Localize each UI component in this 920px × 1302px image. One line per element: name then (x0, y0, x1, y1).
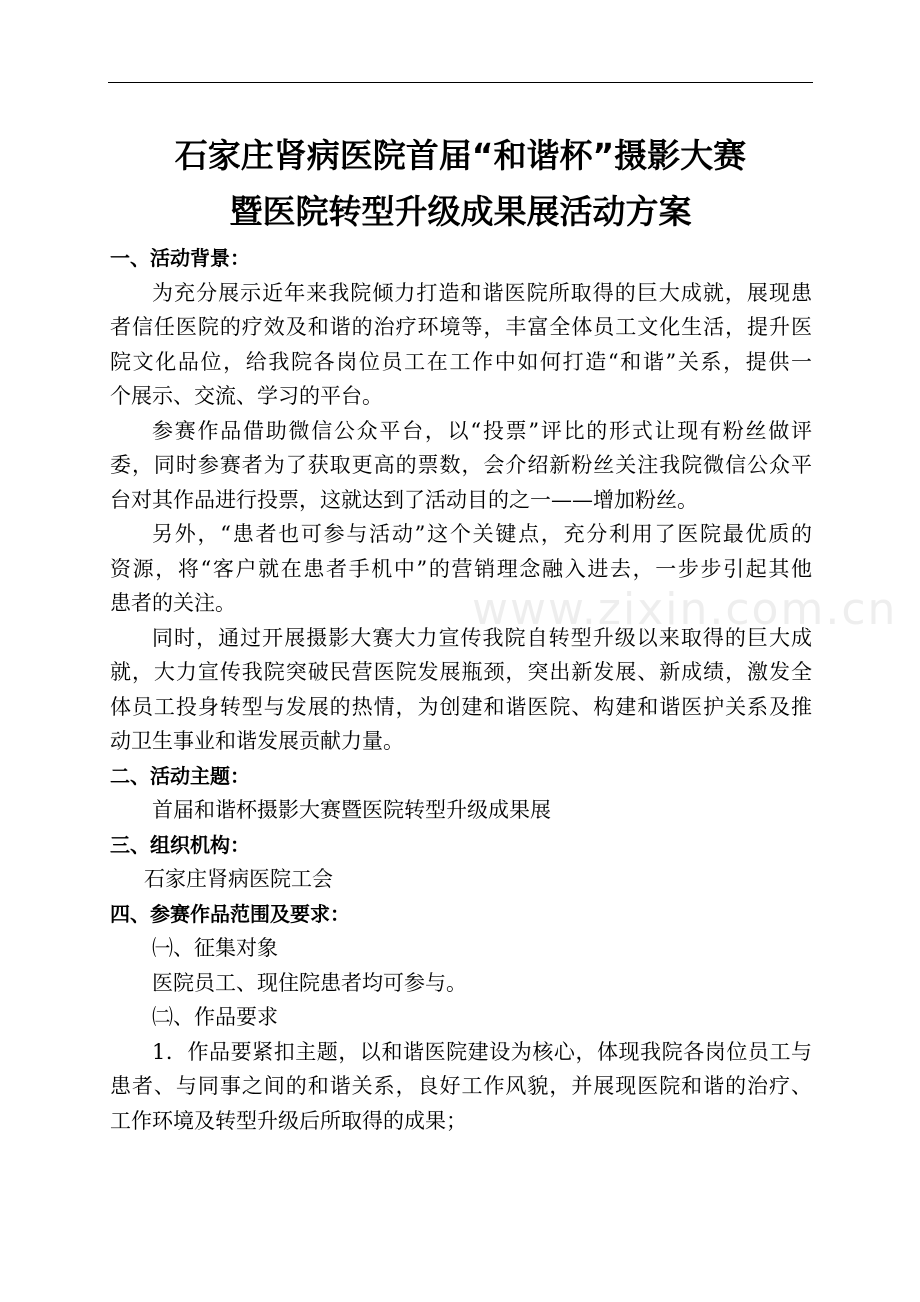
paragraph-line: 同时，通过开展摄影大赛大力宣传我院自转型升级以来取得的巨大成 (152, 625, 812, 650)
theme-text: 首届和谐杯摄影大赛暨医院转型升级成果展 (152, 798, 551, 822)
watermark: www.zixin.com.cn (472, 584, 898, 635)
header-rule (108, 82, 813, 83)
paragraph-line: 资源，将“客户就在患者手机中”的营销理念融入进去，一步步引起其他 (110, 556, 812, 581)
organization-text: 石家庄肾病医院工会 (144, 867, 333, 891)
paragraph-line: 委，同时参赛者为了获取更高的票数，会介绍新粉丝关注我院微信公众平 (110, 453, 812, 477)
collection-target-text: 医院员工、现住院患者均可参与。 (152, 970, 467, 995)
subheading-work-requirements: ㈡、作品要求 (152, 1005, 278, 1029)
section-heading-background: 一、活动背景： (110, 246, 250, 270)
section-heading-requirements: 四、参赛作品范围及要求： (110, 901, 350, 926)
paragraph-line: 另外，“患者也可参与活动”这个关键点，充分利用了医院最优质的 (152, 522, 812, 546)
paragraph-line: 就，大力宣传我院突破民营医院发展瓶颈，突出新发展、新成绩，激发全 (110, 660, 812, 684)
paragraph-line: 患者的关注。 (110, 591, 236, 615)
document-body (110, 241, 812, 1138)
paragraph-line: 动卫生事业和谐发展贡献力量。 (110, 729, 404, 753)
subheading-collection-target: ㈠、征集对象 (152, 936, 278, 960)
document-title-line-1: 石家庄肾病医院首届“和谐杯”摄影大赛 (174, 136, 747, 175)
paragraph-line: 者信任医院的疗效及和谐的治疗环境等，丰富全体员工文化生活，提升医 (110, 315, 812, 339)
section-heading-organization: 三、组织机构： (110, 832, 250, 857)
document-title-line-2: 暨医院转型升级成果展活动方案 (229, 192, 692, 231)
paragraph-line: 个展示、交流、学习的平台。 (110, 384, 383, 408)
paragraph-line: 参赛作品借助微信公众平台，以“投票”评比的形式让现有粉丝做评 (152, 418, 812, 443)
paragraph-line: 为充分展示近年来我院倾力打造和谐医院所取得的巨大成就，展现患 (152, 280, 812, 305)
section-heading-theme: 二、活动主题： (110, 763, 250, 788)
requirement-item-line: 工作环境及转型升级后所取得的成果； (110, 1108, 467, 1133)
requirement-item-line: 1．作品要紧扣主题，以和谐医院建设为核心，体现我院各岗位员工与 (152, 1039, 812, 1064)
paragraph-line: 体员工投身转型与发展的热情，为创建和谐医院、构建和谐医护关系及推 (110, 694, 812, 719)
paragraph-line: 台对其作品进行投票，这就达到了活动目的之一——增加粉丝。 (110, 487, 698, 512)
paragraph-line: 院文化品位，给我院各岗位员工在工作中如何打造“和谐”关系，提供一 (110, 349, 812, 374)
requirement-item-line: 患者、与同事之间的和谐关系，良好工作风貌，并展现医院和谐的治疗、 (110, 1074, 812, 1098)
